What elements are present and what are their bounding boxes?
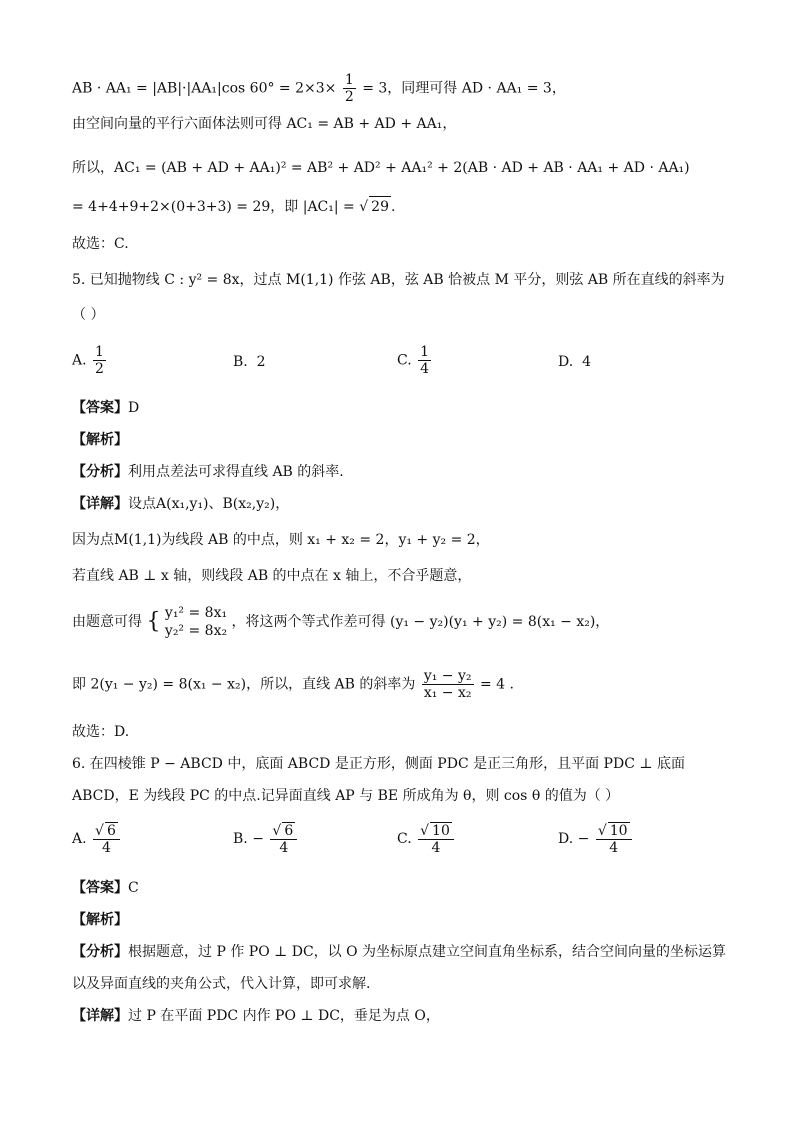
q6-choice-c: C. $\frac{√ 10}{4}$ — [397, 822, 456, 856]
q6-detail-1: 【详解】过 P 在平面 PDC 内作 PO ⊥ DC，垂足为点 O， — [72, 1008, 440, 1024]
q5-choice-d: D. 4 — [558, 354, 592, 370]
prev-line-4: = 4+4+9+2×(0+3+3) = 29，即 |AC₁| = √ 29 . — [72, 196, 395, 217]
prev-line-1: AB · AA₁ = |AB|·|AA₁|cos 60° = 2×3× $\frac{1}{2}$ = 3，同理可得 AD · AA₁ = 3， — [72, 72, 566, 105]
q6-choice-a: A. $\frac{√ 6}{4}$ — [72, 822, 122, 856]
q5-detail-5: 即 2(y₁ − y₂) = 8(x₁ − x₂)，所以，直线 AB 的斜率为 $\frac{\text{y₁ − y₂}}{\text{x₁ − x₂}}$ = 4 . — [72, 668, 514, 701]
q6-stem-2: ABCD，E 为线段 PC 的中点.记异面直线 AP 与 BE 所成角为 θ，则 cos θ 的值为（ ） — [72, 788, 620, 804]
q6-answer: 【答案】C — [72, 880, 139, 896]
prev-line-2: 由空间向量的平行六面体法则可得 AC₁ = AB + AD + AA₁， — [72, 116, 457, 132]
q6-stem-1: 6. 在四棱锥 P − ABCD 中，底面 ABCD 是正方形，侧面 PDC 是正三角形，且平面 PDC ⊥ 底面 — [72, 756, 685, 772]
q5-detail-2: 因为点M(1,1)为线段 AB 的中点，则 x₁ + x₂ = 2，y₁ + y₂ = 2， — [72, 532, 490, 548]
fraction: $\frac{1}{2}$ — [344, 72, 354, 105]
q5-answer-line: 故选：D. — [72, 724, 130, 740]
q6-choice-d: D. − $\frac{√ 10}{4}$ — [558, 822, 634, 856]
q5-stem: 5. 已知抛物线 C : y² = 8x，过点 M(1,1) 作弦 AB，弦 AB 恰被点 M 平分，则弦 AB 所在直线的斜率为 — [72, 272, 725, 288]
q5-answer: 【答案】D — [72, 400, 140, 416]
q5-choice-a: A. $\frac{1}{2}$ — [72, 344, 104, 377]
q5-paren: （ ） — [72, 307, 105, 323]
q6-analysis-2: 以及异面直线的夹角公式，代入计算，即可求解. — [72, 976, 371, 992]
q5-detail-4: 由题意可得 { y₁² = 8x₁ y₂² = 8x₂ ，将这两个等式作差可得 (y₁ − y₂)(y₁ + y₂) = 8(x₁ − x₂)， — [72, 605, 610, 639]
q6-jiexi: 【解析】 — [72, 912, 128, 928]
q6-choice-b: B. − $\frac{√ 6}{4}$ — [233, 822, 299, 856]
q5-detail-1: 【详解】设点A(x₁,y₁)、B(x₂,y₂)， — [72, 496, 290, 512]
prev-line-3: 所以，AC₁ = (AB + AD + AA₁)² = AB² + AD² + AA₁² + 2(AB · AD + AB · AA₁ + AD · AA₁) — [72, 160, 690, 176]
q5-choice-c: C. $\frac{1}{4}$ — [397, 344, 430, 377]
q5-jiexi: 【解析】 — [72, 432, 128, 448]
q5-analysis: 【分析】利用点差法可求得直线 AB 的斜率. — [72, 464, 344, 480]
prev-answer-line: 故选：C. — [72, 236, 129, 252]
q6-analysis-1: 【分析】根据题意，过 P 作 PO ⊥ DC，以 O 为坐标原点建立空间直角坐标系，结合空间向量的坐标运算 — [72, 944, 727, 960]
q5-detail-3: 若直线 AB ⊥ x 轴，则线段 AB 的中点在 x 轴上，不合乎题意， — [72, 568, 472, 584]
q5-choice-b: B. 2 — [233, 354, 266, 370]
